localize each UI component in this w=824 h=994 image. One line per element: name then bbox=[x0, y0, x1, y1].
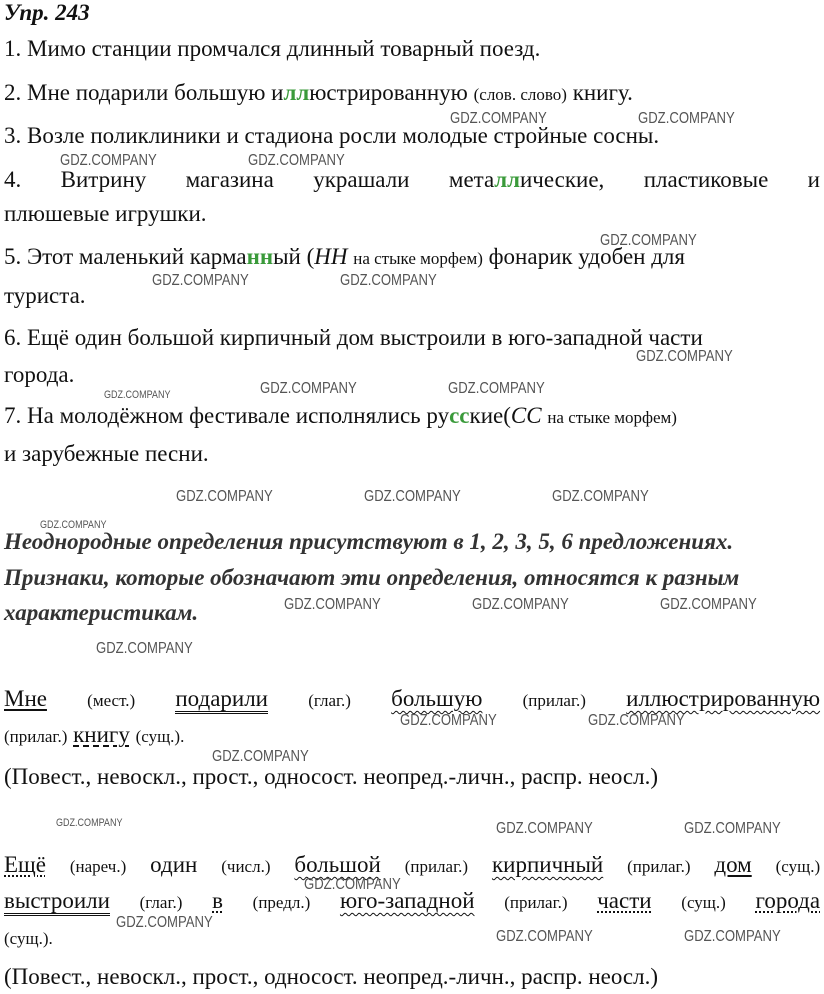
highlight-letters: лл bbox=[494, 167, 520, 192]
conclusion-line1: Неоднородные определения присутствуют в 1, 2, 3, 5, 6 предложениях. bbox=[4, 529, 734, 554]
highlight-letters: лл bbox=[283, 80, 310, 105]
watermark: GDZ.COMPANY bbox=[364, 488, 461, 505]
exercise-title: Упр. 243 bbox=[4, 0, 90, 25]
sentence-2: 2. Мне подарили большую иллюстрированную (слов. слово) книгу. bbox=[4, 80, 633, 105]
watermark: GDZ.COMPANY bbox=[552, 488, 649, 505]
watermark: GDZ.COMPANY bbox=[638, 110, 735, 127]
watermark: GDZ.COMPANY bbox=[104, 389, 171, 401]
watermark: GDZ.COMPANY bbox=[472, 596, 569, 613]
watermark: GDZ.COMPANY bbox=[684, 820, 781, 837]
conclusion-line2: Признаки, которые обозначают эти определения, относятся к разным bbox=[4, 565, 740, 590]
sentence-6-line2: города. bbox=[4, 362, 75, 387]
sentence-4-line1: 4. Витрину магазина украшали металлические, пластиковые и bbox=[4, 167, 820, 192]
parse2-line2: выстроили (глаг.) в (предл.) юго-западной (прилаг.) части (сущ.) города bbox=[4, 886, 820, 918]
sentence-7-line1: 7. На молодёжном фестивале исполнялись русские(СС на стыке морфем) bbox=[4, 403, 677, 428]
parse2-summary: (Повест., невоскл., прост., односост. неопред.-личн., распр. неосл.) bbox=[4, 964, 659, 989]
sentence-1: 1. Мимо станции промчался длинный товарный поезд. bbox=[4, 36, 541, 61]
watermark: GDZ.COMPANY bbox=[600, 232, 697, 249]
watermark: GDZ.COMPANY bbox=[116, 914, 213, 931]
watermark: GDZ.COMPANY bbox=[340, 272, 437, 289]
sentence-5-line1: 5. Этот маленький карманный (НН на стыке морфем) фонарик удобен для bbox=[4, 244, 685, 269]
watermark: GDZ.COMPANY bbox=[496, 928, 593, 945]
parse2-line1: Ещё (нареч.) один (числ.) большой (прилаг.) кирпичный (прилаг.) дом (сущ.) bbox=[4, 852, 821, 877]
sentence-5-line2: туриста. bbox=[4, 283, 86, 308]
watermark: GDZ.COMPANY bbox=[448, 380, 545, 397]
sentence-3: 3. Возле поликлиники и стадиона росли молодые стройные сосны. bbox=[4, 123, 660, 148]
watermark: GDZ.COMPANY bbox=[40, 519, 107, 531]
parse1-line2: (прилаг.) книгу (сущ.). bbox=[4, 722, 185, 747]
sentence-7-line2: и зарубежные песни. bbox=[4, 441, 209, 466]
watermark: GDZ.COMPANY bbox=[176, 488, 273, 505]
watermark: GDZ.COMPANY bbox=[152, 272, 249, 289]
watermark: GDZ.COMPANY bbox=[304, 876, 401, 893]
parse1-line1: Мне (мест.) подарили (глаг.) большую (прилаг.) иллюстрированную bbox=[4, 684, 820, 716]
watermark: GDZ.COMPANY bbox=[212, 748, 309, 765]
parse2-line3: (сущ.). bbox=[4, 929, 53, 948]
watermark: GDZ.COMPANY bbox=[450, 110, 547, 127]
watermark: GDZ.COMPANY bbox=[96, 640, 193, 657]
highlight-letters: нн bbox=[246, 244, 274, 269]
watermark: GDZ.COMPANY bbox=[260, 380, 357, 397]
watermark: GDZ.COMPANY bbox=[636, 348, 733, 365]
watermark: GDZ.COMPANY bbox=[588, 712, 685, 729]
parse1-summary: (Повест., невоскл., прост., односост. неопред.-личн., распр. неосл.) bbox=[4, 764, 659, 789]
watermark: GDZ.COMPANY bbox=[684, 928, 781, 945]
watermark: GDZ.COMPANY bbox=[284, 596, 381, 613]
watermark: GDZ.COMPANY bbox=[60, 152, 157, 169]
sentence-6-line1: 6. Ещё один большой кирпичный дом выстроили в юго-западной части bbox=[4, 325, 703, 350]
watermark: GDZ.COMPANY bbox=[660, 596, 757, 613]
highlight-letters: сс bbox=[449, 403, 470, 428]
watermark: GDZ.COMPANY bbox=[56, 817, 123, 829]
watermark: GDZ.COMPANY bbox=[496, 820, 593, 837]
watermark: GDZ.COMPANY bbox=[248, 152, 345, 169]
watermark: GDZ.COMPANY bbox=[400, 712, 497, 729]
sentence-4-line2: плюшевые игрушки. bbox=[4, 201, 207, 226]
conclusion-line3: характеристикам. bbox=[4, 600, 199, 625]
